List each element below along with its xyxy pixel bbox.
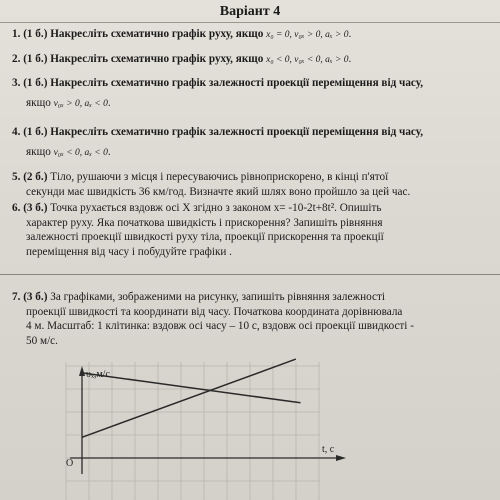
question-3: 3. (1 б.) Накресліть схематично графік залежності проекції переміщення від часу, якщо v₀ₓ > 0, aₓ < 0.	[12, 77, 424, 109]
y-axis-label: υₓ,м/с	[86, 369, 110, 380]
question-7: 7. (3 б.) За графіками, зображеними на рисунку, запишіть рівняння залежності проекції швидкості та координати від часу. Початкова координата дорівнювала 4 м. Масштаб: 1 клітинка: вздовж осі часу – 10 с, вздовж осі проекції швидкості - 50 м/с.	[12, 291, 414, 347]
question-5: 5. (2 б.) Тіло, рушаючи з місця і пересуваючись рівноприскорено, в кінці п'ятої секунди має швидкість 36 км/год. Визначте який шлях воно пройшло за цей час.	[12, 171, 411, 198]
graph-grid	[66, 362, 320, 500]
graph-line-a	[82, 373, 301, 403]
y-axis-arrow	[79, 366, 85, 376]
x-axis-arrow	[336, 455, 346, 461]
question-1: 1. (1 б.) Накресліть схематично графік руху, якщо x₀ = 0, v₀ₓ > 0, aₓ > 0.	[12, 28, 352, 40]
origin-label: O	[66, 458, 74, 469]
question-2: 2. (1 б.) Накресліть схематично графік руху, якщо x₀ < 0, v₀ₓ < 0, aₓ > 0.	[12, 53, 352, 65]
x-axis-label: t, c	[322, 444, 335, 455]
question-4: 4. (1 б.) Накресліть схематично графік залежності проекції переміщення від часу, якщо v₀ₓ < 0, aₓ < 0.	[12, 126, 424, 158]
question-6: 6. (3 б.) Точка рухається вздовж осі Х згідно з законом x= -10-2t+8t². Опишіть характер руху. Яка початкова швидкість і прискорення? Запишіть рівняння залежності проекції швидкості руху тіла, проекції прискорення та проекції переміщення від часу і побудуйте графіки .	[12, 202, 384, 258]
variant-title: Варіант 4	[219, 4, 281, 19]
